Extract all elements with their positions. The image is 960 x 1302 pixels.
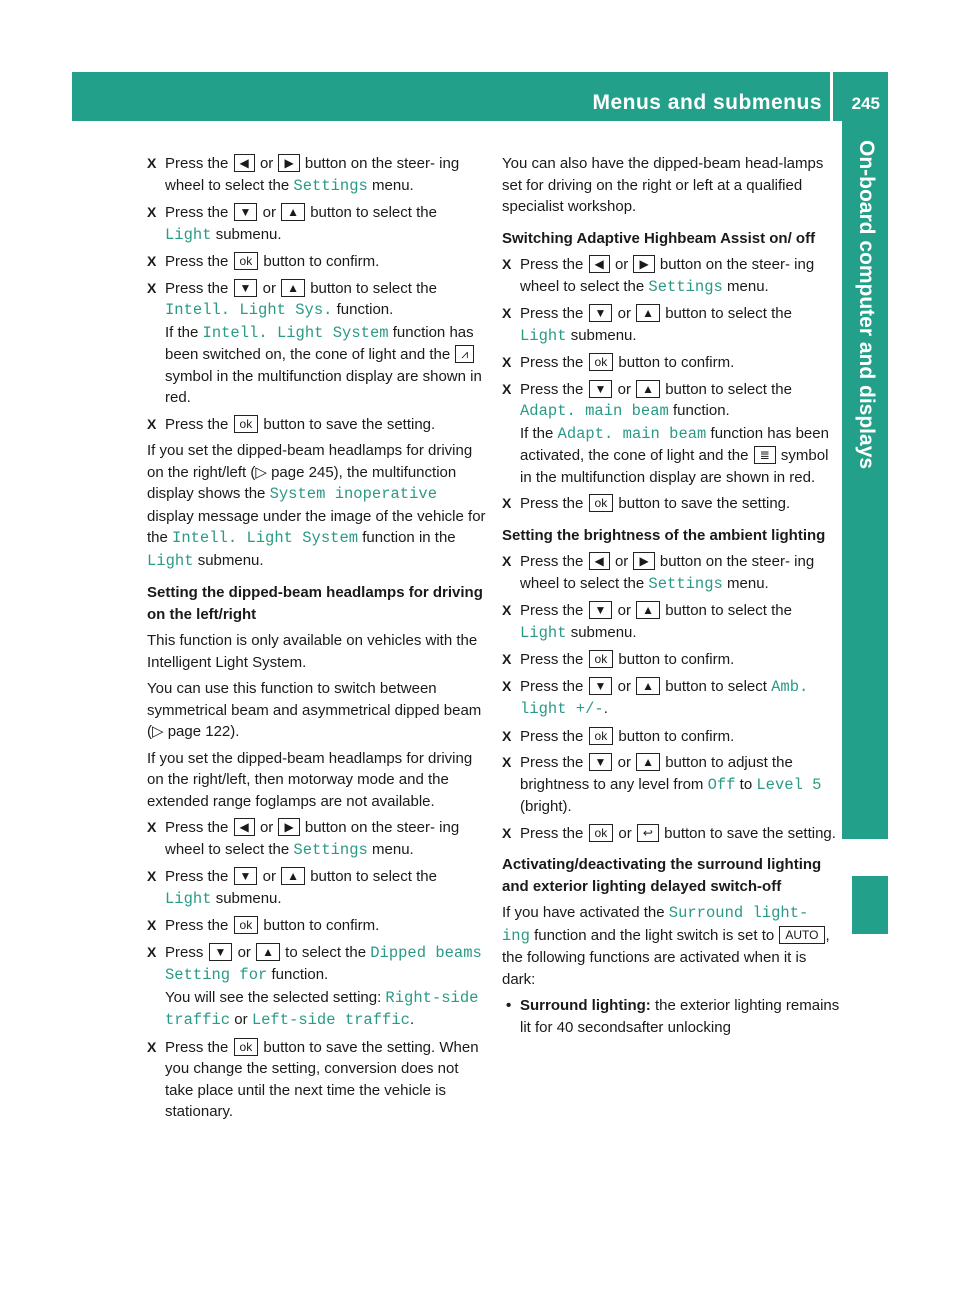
menu-code: Settings: [293, 176, 368, 195]
step: X Press the ok button to confirm.: [502, 726, 842, 748]
step: X Press the ◀ or ▶ button on the steer- ing wheel to select the Settings menu.: [502, 254, 842, 298]
left-arrow-icon: ◀: [234, 154, 255, 172]
step: X Press the ok button to confirm.: [147, 251, 487, 273]
up-arrow-icon: ▲: [636, 677, 660, 695]
down-arrow-icon: ▼: [589, 304, 613, 322]
step: X Press the ▼ or ▲ button to select the Light submenu.: [147, 866, 487, 910]
up-arrow-icon: ▲: [281, 867, 305, 885]
header-bar: [72, 72, 888, 121]
message-code: System inoperative: [269, 485, 438, 503]
down-arrow-icon: ▼: [234, 279, 258, 297]
setting-code: Left-side traffic: [251, 1011, 410, 1029]
down-arrow-icon: ▼: [234, 867, 258, 885]
up-arrow-icon: ▲: [256, 943, 280, 961]
section-heading: Switching Adaptive Highbeam Assist on/ off: [502, 229, 816, 247]
header-divider: [830, 72, 833, 121]
ok-key-icon: ok: [234, 415, 259, 433]
left-arrow-icon: ◀: [589, 255, 610, 273]
right-arrow-icon: ▶: [633, 552, 654, 570]
function-code: Intell. Light Sys.: [165, 301, 333, 319]
section-heading: Activating/deactivating the surround lighting and exterior lighting delayed switch-off: [502, 856, 822, 895]
submenu-code: Light: [520, 326, 567, 345]
up-arrow-icon: ▲: [636, 601, 660, 619]
down-arrow-icon: ▼: [589, 753, 613, 771]
ok-key-icon: ok: [589, 650, 614, 668]
step: X Press the ▼ or ▲ button to select Amb. light +/-.: [502, 676, 842, 721]
left-arrow-icon: ◀: [234, 818, 255, 836]
step: X Press the ok button to confirm.: [502, 352, 842, 374]
ok-key-icon: ok: [234, 1038, 259, 1056]
step: X Press the ok button to save the setting.: [147, 414, 487, 436]
step: X Press the ▼ or ▲ button to adjust the brightness to any level from Off to Level 5 (bright).: [502, 752, 842, 818]
step: X Press ▼ or ▲ to select the Dipped beams Setting for function. You will see the selected setting: Right-side traffic or Left-side traffic.: [147, 942, 487, 1032]
level-code: Off: [707, 775, 736, 794]
function-code: Amb. light +/-: [520, 677, 809, 718]
function-code: Intell. Light System: [202, 323, 389, 342]
submenu-code: Light: [147, 551, 194, 570]
up-arrow-icon: ▲: [636, 304, 660, 322]
submenu-code: Light: [520, 623, 567, 642]
paragraph: You can also have the dipped-beam head-lamps set for driving on the right or left at a qualified specialist workshop.: [502, 155, 824, 215]
down-arrow-icon: ▼: [209, 943, 233, 961]
ok-key-icon: ok: [589, 727, 614, 745]
step: X Press the ▼ or ▲ button to select the Light submenu.: [502, 303, 842, 347]
section-heading: Setting the brightness of the ambient lighting: [502, 526, 826, 544]
right-column: [502, 153, 842, 1043]
menu-code: Settings: [648, 277, 723, 296]
down-arrow-icon: ▼: [589, 380, 613, 398]
step: X Press the ▼ or ▲ button to select the Light submenu.: [502, 600, 842, 644]
setting-code: Right-side traffic: [165, 988, 479, 1029]
paragraph: This function is only available on vehicles with the Intelligent Light System.: [147, 632, 478, 671]
ok-key-icon: ok: [234, 916, 259, 934]
back-key-icon: ↩: [637, 824, 659, 842]
left-column: [147, 153, 487, 1128]
right-arrow-icon: ▶: [278, 818, 299, 836]
paragraph: You can use this function to switch between symmetrical beam and asymmetrical dipped beam (▷ page 122).: [147, 680, 482, 740]
menu-code: Settings: [293, 840, 368, 859]
auto-switch-icon: AUTO: [779, 926, 824, 944]
step: X Press the ok button to confirm.: [502, 649, 842, 671]
side-marker: [852, 876, 888, 934]
down-arrow-icon: ▼: [589, 677, 613, 695]
function-code: Surround light‐ ing: [502, 904, 809, 945]
ok-key-icon: ok: [589, 824, 614, 842]
step: X Press the ◀ or ▶ button on the steer- ing wheel to select the Settings menu.: [147, 153, 487, 197]
level-code: Level 5: [756, 775, 822, 794]
step: X Press the ◀ or ▶ button on the steer- ing wheel to select the Settings menu.: [147, 817, 487, 861]
side-tab-label: On-board computer and displays: [855, 140, 878, 470]
up-arrow-icon: ▲: [281, 203, 305, 221]
right-arrow-icon: ▶: [278, 154, 299, 172]
up-arrow-icon: ▲: [636, 380, 660, 398]
step: X Press the ok button to save the setting. When you change the setting, conversion does not take place until the next time the vehicle is stationary.: [147, 1037, 487, 1123]
highbeam-assist-icon: ≣: [754, 446, 776, 464]
function-code: Adapt. main beam: [557, 424, 707, 443]
down-arrow-icon: ▼: [234, 203, 258, 221]
paragraph: If you have activated the Surround light‐ ing function and the light switch is set to AUTO , the following functions are activated when it is dark:: [502, 904, 830, 988]
step: X Press the ok button to save the setting.: [502, 493, 842, 515]
step: X Press the ▼ or ▲ button to select the Adapt. main beam function. If the Adapt. main beam function has been activated, the cone of light and the ≣ symbol in the multifunction display are shown in red.: [502, 379, 842, 489]
down-arrow-icon: ▼: [589, 601, 613, 619]
headlamp-icon: ⩘: [455, 345, 474, 363]
submenu-code: Light: [165, 889, 212, 908]
right-arrow-icon: ▶: [633, 255, 654, 273]
menu-code: Settings: [648, 574, 723, 593]
ok-key-icon: ok: [234, 252, 259, 270]
up-arrow-icon: ▲: [281, 279, 305, 297]
paragraph: If you set the dipped-beam headlamps for driving on the right/left, then motorway mode and the extended range foglamps are not available.: [147, 749, 473, 810]
paragraph: If you set the dipped-beam headlamps for driving on the right/left (▷ page 245), the multifunction display shows the System inoperative display message under the image of the vehicle for the Intell. Light System function in the Light submenu.: [147, 442, 486, 570]
step: X Press the ▼ or ▲ button to select the Light submenu.: [147, 202, 487, 246]
function-code: Intell. Light System: [172, 529, 359, 547]
function-code: Dipped beams Setting for: [165, 943, 482, 984]
step: X Press the ok or ↩ button to save the setting.: [502, 823, 842, 845]
step: X Press the ◀ or ▶ button on the steer- ing wheel to select the Settings menu.: [502, 551, 842, 595]
list-item: • Surround lighting: the exterior lighting remains lit for 40 secondsafter unlocking: [502, 995, 842, 1038]
section-title: Menus and submenus: [592, 91, 822, 114]
left-arrow-icon: ◀: [589, 552, 610, 570]
function-code: Adapt. main beam: [520, 402, 669, 420]
submenu-code: Light: [165, 225, 212, 244]
ok-key-icon: ok: [589, 353, 614, 371]
section-heading: Setting the dipped-beam headlamps for driving on the left/right: [147, 584, 483, 623]
ok-key-icon: ok: [589, 494, 614, 512]
step: X Press the ok button to confirm.: [147, 915, 487, 937]
step: X Press the ▼ or ▲ button to select the Intell. Light Sys. function. If the Intell. Light System function has been switched on, the cone of light and the ⩘ symbol in the multifunction display are shown in red.: [147, 278, 487, 409]
up-arrow-icon: ▲: [636, 753, 660, 771]
page-number: 245: [851, 94, 880, 113]
